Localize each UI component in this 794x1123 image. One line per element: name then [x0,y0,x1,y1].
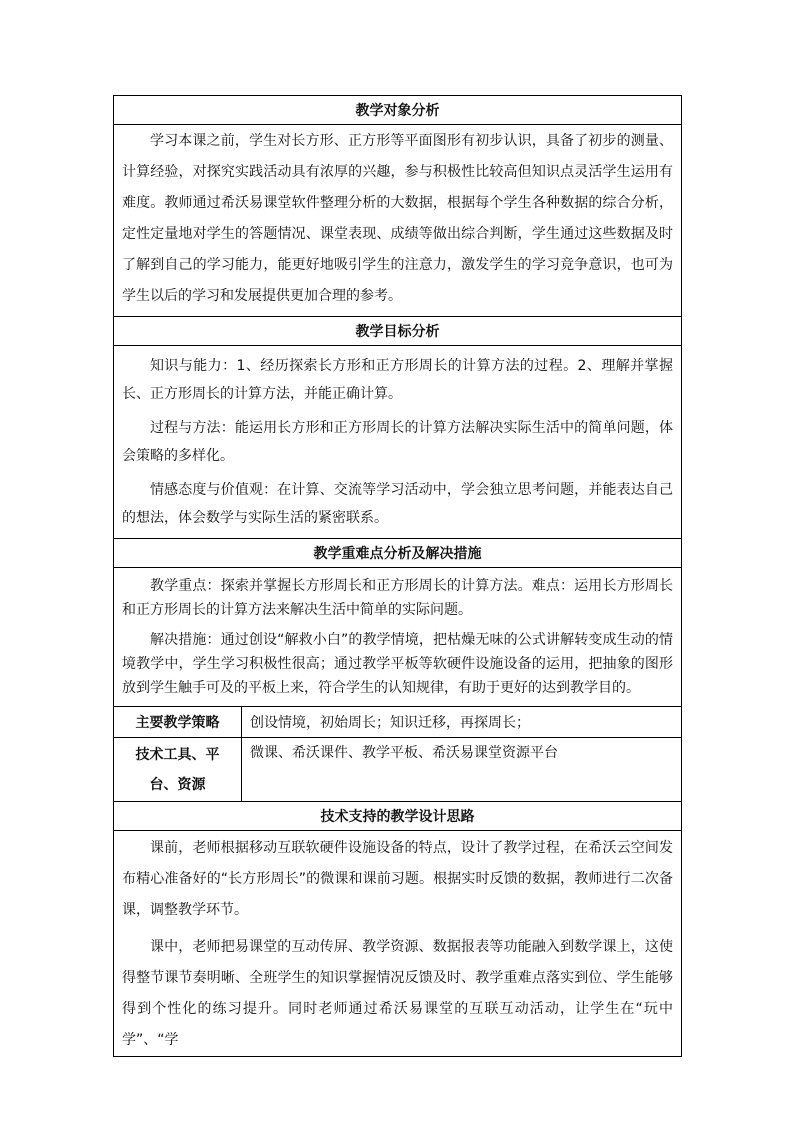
key-points-text: 教学重点：探索并掌握长方形周长和正方形周长的计算方法。难点：运用长方形周长和正方形周长的计算方法来解决生活中简单的实际问题。 [122,578,673,618]
strategy-row [114,707,682,738]
target-analysis-heading: 教学对象分析 [114,96,682,125]
design-body-row [114,831,682,1057]
key-points-body-row [114,568,682,707]
goal-attitude-text: 情感态度与价值观：在计算、交流等学习活动中，学会独立思考问题，并能表达自己的想法，体会数学与实际生活的紧密联系。 [122,482,673,526]
target-analysis-body-row [114,125,682,317]
solution-text: 解决措施：通过创设“解救小白”的教学情境，把枯燥无味的公式讲解转变成生动的情境教学中，学生学习积极性很高；通过教学平板等软硬件设施设备的运用，把抽象的图形放到学生触手可及的平板上来，符合学生的认知规律，有助于更好的达到教学目的。 [122,632,673,696]
goal-process-text: 过程与方法：能运用长方形和正方形周长的计算方法解决实际生活中的简单问题，体会策略的多样化。 [122,420,673,464]
tools-value: 微课、希沃课件、教学平板、希沃易课堂资源平台 [242,738,682,802]
key-points-heading: 教学重难点分析及解决措施 [114,539,682,568]
goal-knowledge-text: 知识与能力：1、经历探索长方形和正方形周长的计算方法的过程。2、理解并掌握长、正方形周长的计算方法，并能正确计算。 [122,358,673,402]
design-in-class-text: 课中，老师把易课堂的互动传屏、教学资源、数据报表等功能融入到数学课上，这使得整节课节奏明晰、全班学生的知识掌握情况反馈及时、教学重难点落实到位、学生能够得到个性化的练习提升。同时老师通过希沃易课堂的互联互动活动，让学生在“玩中学”、“学 [122,939,673,1048]
tools-row [114,738,682,802]
strategy-label: 主要教学策略 [114,707,242,738]
design-heading: 技术支持的教学设计思路 [114,802,682,831]
target-analysis-text: 学习本课之前，学生对长方形、正方形等平面图形有初步认识，具备了初步的测量、计算经验，对探究实践活动具有浓厚的兴趣，参与积极性比较高但知识点灵活学生运用有难度。教师通过希沃易课堂软件整理分析的大数据，根据每个学生各种数据的综合分析，定性定量地对学生的答题情况、课堂表现、成绩等做出综合判断，学生通过这些数据及时了解到自己的学习能力，能更好地吸引学生的注意力，激发学生的学习竞争意识，也可为学生以后的学习和发展提供更加合理的参考。 [122,133,673,304]
design-header-row [114,802,682,831]
tools-label: 技术工具、平台、资源 [114,738,242,802]
target-analysis-header-row [114,96,682,125]
design-pre-class-text: 课前，老师根据移动互联软硬件设施设备的特点，设计了教学过程，在希沃云空间发布精心准备好的“长方形周长”的微课和课前习题。根据实时反馈的数据，教师进行二次备课，调整教学环节。 [122,840,673,918]
goal-analysis-heading: 教学目标分析 [114,317,682,346]
document-table [113,95,682,1057]
goal-analysis-body-row [114,346,682,539]
goal-analysis-header-row [114,317,682,346]
key-points-header-row [114,539,682,568]
strategy-value: 创设情境，初始周长；知识迁移，再探周长； [242,707,682,738]
